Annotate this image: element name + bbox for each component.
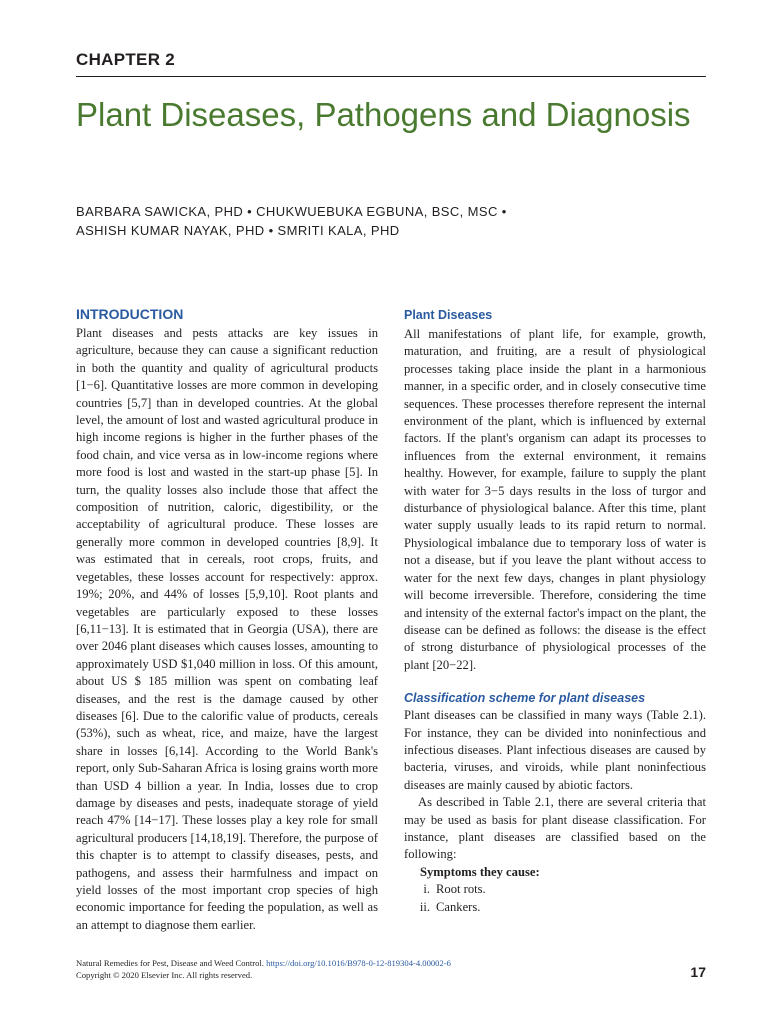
page-number: 17 (690, 964, 706, 980)
plant-diseases-heading: Plant Diseases (404, 308, 493, 322)
introduction-paragraph: Plant diseases and pests attacks are key issues in agriculture, because they can cause a significant reduction in both the quantity and quality of agricultural products [1−6]. Quantitative losses are more common in developing countries [5,7] than in developed countries. At the global level, the amount of lost and wasted agricultural produce in high income regions is higher in the further phases of the food chain, and vice versa as in low-income regions where more food is lost and wasted in the start-up phase [5]. In turn, the quality losses also include those that affect the composition of nutrition, caloric, digestibility, or the acceptability of agricultural produce. These losses are generally more common in developed countries [8,9]. It was estimated that in cereals, root crops, fruits, and vegetables, these losses account for respectively: approx. 19%; 20%, and 44% of losses [5,9,10]. Root plants and vegetables are particularly exposed to these losses [6,11−13]. It is estimated that in Georgia (USA), there are over 2046 plant diseases which causes losses, amounting to approximately USD $1,040 million in loss. Of this amount, about US $ 185 million was spent on combating leaf diseases, and the rest is the damage caused by other diseases [6]. Due to the calorific value of products, cereals (53%), such as wheat, rice, and maize, have the largest share in losses [6,14]. According to the World Bank's report, only Sub-Saharan Africa is losing grains worth more than USD 4 billion a year. In India, losses due to crop damage by diseases and pests, inadequate storage of yield reach 47% [14−17]. These losses play a key role for small agricultural producers [14,18,19]. Therefore, the purpose of this chapter is to attempt to classify diseases, pests, and pathogens, and assess their harmfulness and impact on yield losses of the most important crop species of high economic importance for feeding the population, as well as an attempt to diagnose them earlier. (76, 326, 378, 932)
chapter-title: Plant Diseases, Pathogens and Diagnosis (76, 96, 691, 133)
left-column (76, 305, 378, 934)
classification-heading: Classification scheme for plant diseases (404, 691, 646, 706)
classification-paragraph: Plant diseases can be classified in many ways (Table 2.1). For instance, they can be divided into noninfectious and infectious diseases. Plant infectious diseases are caused by bacteria, viruses, and viroids, while plant noninfectious diseases are mainly caused by abiotic factors. (404, 708, 706, 792)
chapter-label: CHAPTER 2 (76, 50, 176, 69)
header-rule (76, 76, 706, 77)
author-list (76, 202, 716, 240)
list-item-text: Cankers. (436, 899, 481, 914)
page-footer (76, 957, 706, 981)
list-item-number: i. (423, 882, 430, 897)
criteria-paragraph: As described in Table 2.1, there are several criteria that may be used as basis for plant disease classification. For instance, plant diseases are classified based on the following: (404, 795, 706, 862)
right-column (404, 307, 706, 916)
plant-diseases-paragraph: All manifestations of plant life, for example, growth, maturation, and fruiting, are a result of physiological processes taking place inside the plant in a harmonious manner, in a specific order, and in closely consecutive time sequences. These processes therefore represent the internal environment of the plant, which is influenced by external factors. If the plant's organism can adapt its processes to influences from the external environment, it remains healthy. However, for example, failure to supply the plant with water for 3−5 days results in the loss of turgor and disturbance of physiological balance. After this time, plant water supply usually leads to its rapid return to normal. Physiological imbalance due to temporary loss of water is not a disease, but if you leave the plant without access to water for the next few days, changes in plant physiology will become irreversible. Therefore, considering the time and intensity of the external factor's impact on the plant, the disease can be defined as follows: the disease is the effect of strong disturbance of physiological processes of the plant [20−22]. (404, 327, 706, 672)
introduction-heading: INTRODUCTION (76, 306, 184, 322)
list-item (404, 881, 706, 898)
doi-link[interactable]: https://doi.org/10.1016/B978-0-12-819304-4.00002-6 (266, 958, 451, 968)
authors-line-2: ASHISH KUMAR NAYAK, PHD • SMRITI KALA, PHD (76, 223, 400, 238)
list-item-text: Root rots. (436, 882, 486, 897)
list-item-number: ii. (419, 899, 430, 914)
list-item (404, 899, 706, 916)
copyright: Copyright © 2020 Elsevier Inc. All rights reserved. (76, 970, 253, 980)
authors-line-1: BARBARA SAWICKA, PHD • CHUKWUEBUKA EGBUNA, BSC, MSC • (76, 204, 507, 219)
book-title: Natural Remedies for Pest, Disease and Weed Control. (76, 958, 264, 968)
symptoms-list-heading: Symptoms they cause: (420, 864, 540, 879)
